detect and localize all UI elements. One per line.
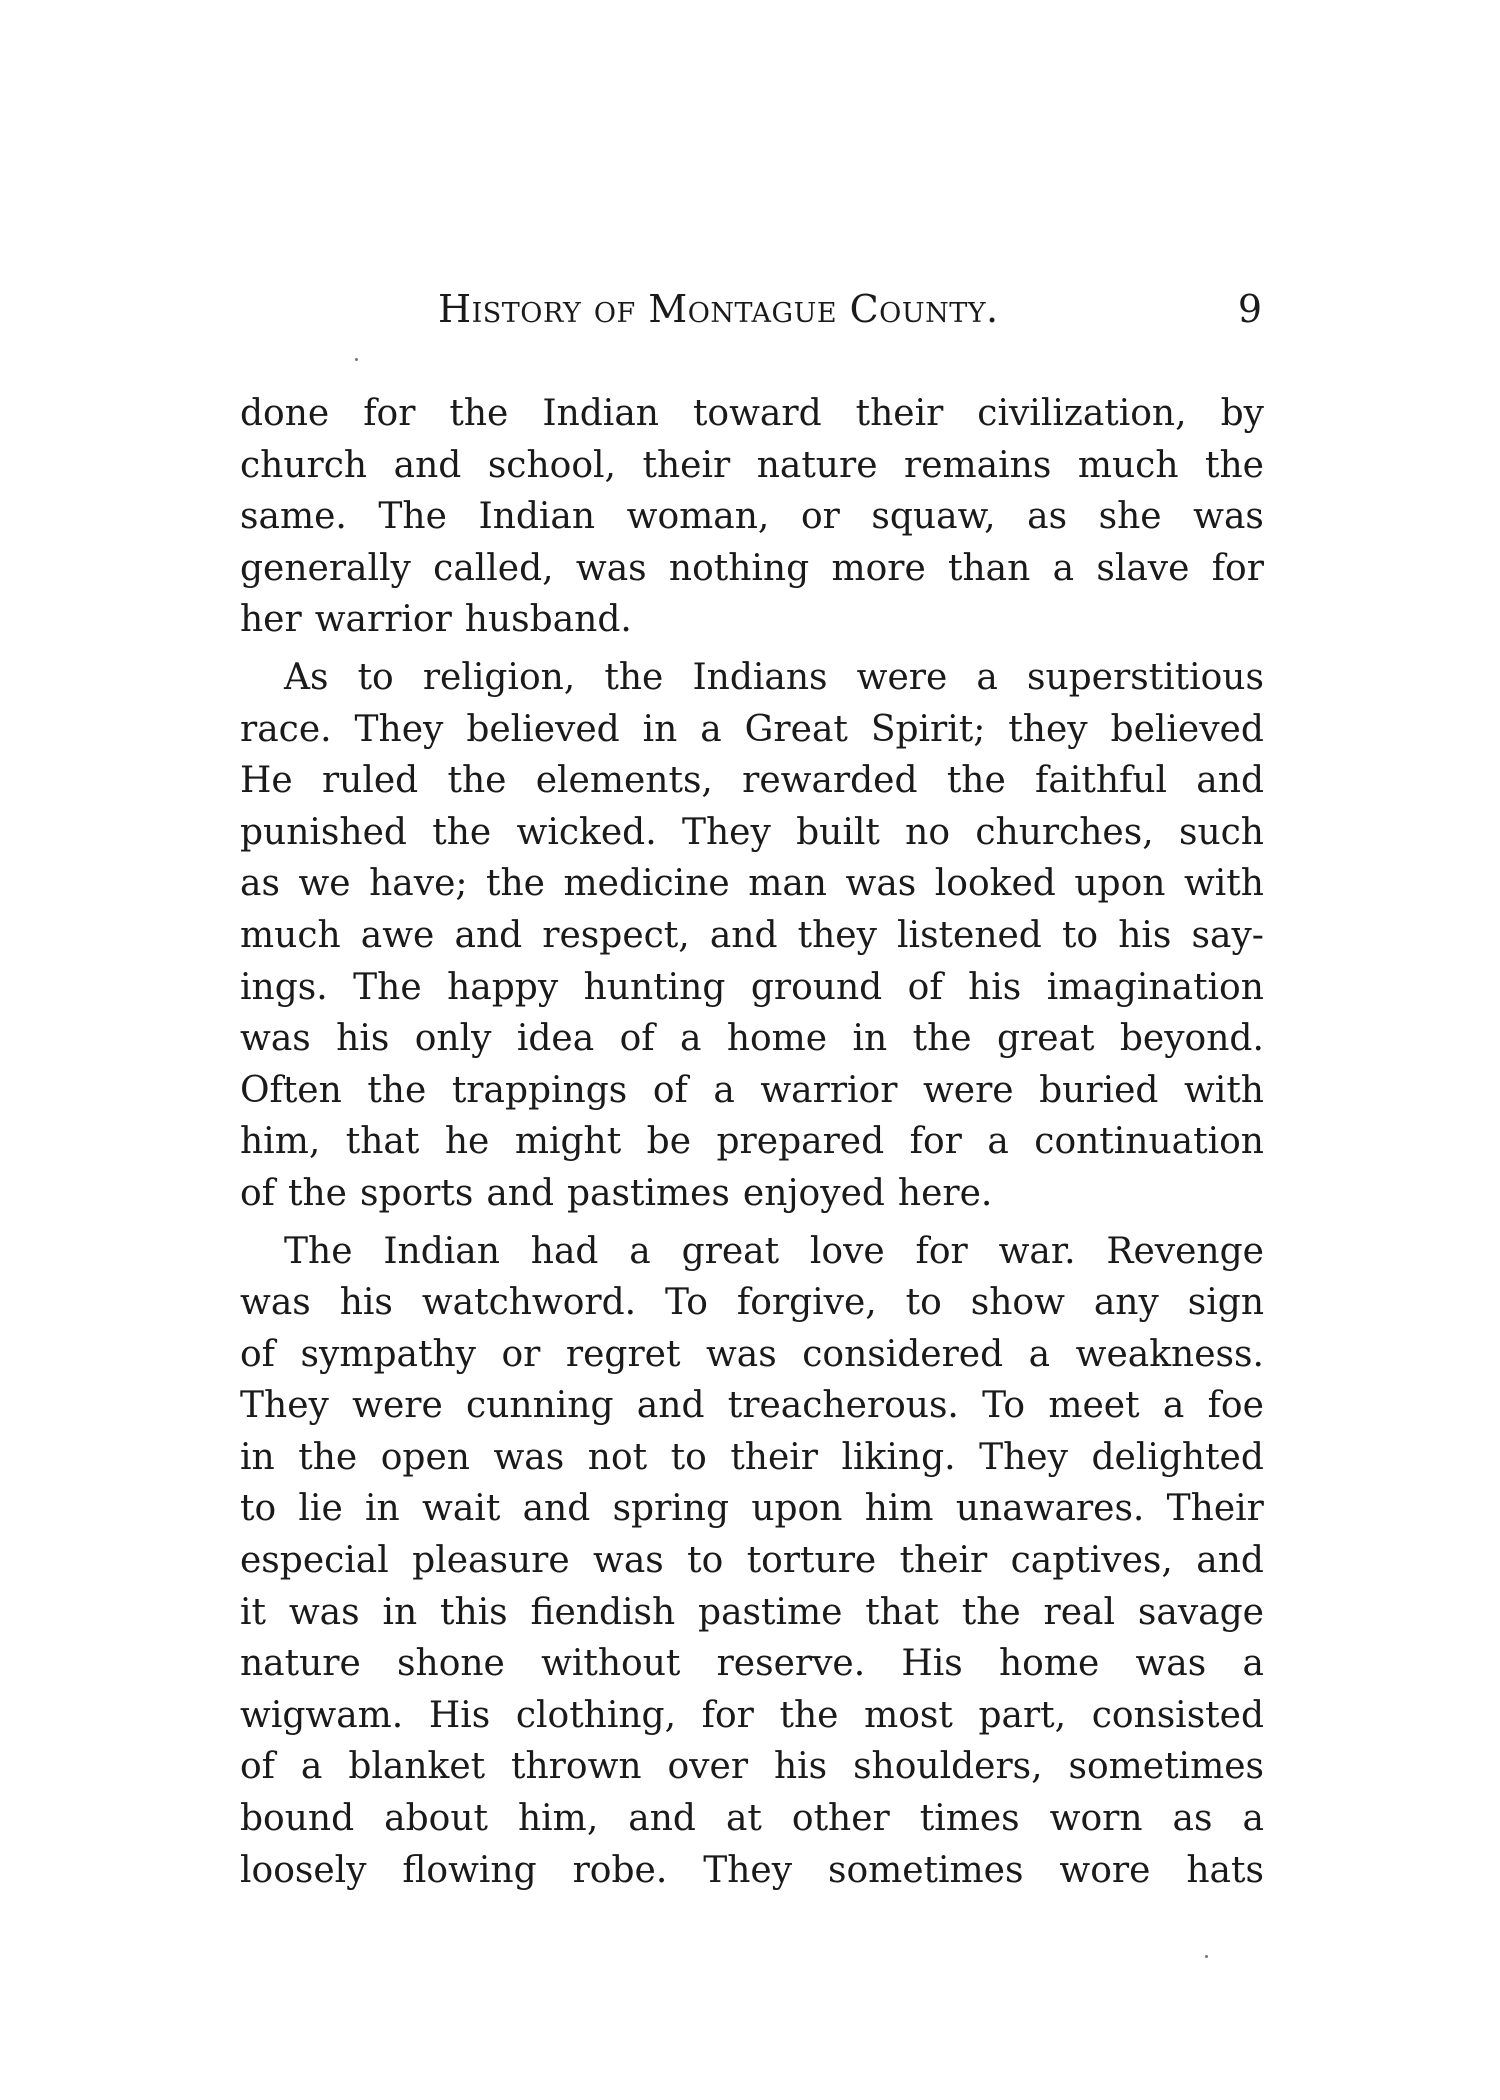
word: and <box>636 1385 705 1427</box>
text-line <box>240 1226 1264 1278</box>
word: was <box>1193 496 1264 538</box>
word: the <box>432 811 492 853</box>
word: Indians <box>692 656 828 698</box>
word: ground <box>750 966 883 1008</box>
word: believed <box>1110 708 1264 750</box>
word: their <box>899 1540 988 1582</box>
word: to <box>670 1436 707 1478</box>
word: about <box>384 1798 488 1840</box>
word: the <box>367 1069 427 1111</box>
word: say- <box>1191 914 1264 956</box>
word: to <box>240 1488 277 1530</box>
word: Spirit; <box>870 708 986 750</box>
word: great <box>681 1230 780 1272</box>
word: Often <box>240 1069 342 1111</box>
word: of <box>619 1018 655 1060</box>
word: the <box>1205 444 1264 486</box>
word: was <box>1135 1643 1207 1685</box>
word: Great <box>744 708 848 750</box>
word: Revenge <box>1106 1230 1264 1272</box>
word: in <box>365 1488 400 1530</box>
word: by <box>1220 393 1264 434</box>
word: consisted <box>1091 1694 1264 1736</box>
word: in <box>240 1436 275 1478</box>
text-line <box>240 1116 1264 1168</box>
word: beyond. <box>1119 1018 1264 1060</box>
text-line <box>240 1690 1264 1742</box>
word: ings. <box>240 966 328 1008</box>
word: the <box>486 863 545 905</box>
word: They <box>979 1436 1068 1478</box>
word: nature <box>756 444 878 486</box>
text-line <box>240 1483 1264 1535</box>
word: we <box>298 863 351 905</box>
text-line <box>240 1638 1264 1690</box>
word: They <box>240 1385 329 1427</box>
word: toward <box>692 393 822 434</box>
word: was <box>705 1333 777 1375</box>
word: not <box>587 1436 648 1478</box>
word: believed <box>466 708 620 750</box>
word: great <box>996 1018 1095 1060</box>
word: man <box>748 863 827 905</box>
word: a <box>629 1230 651 1272</box>
word: bound <box>240 1798 355 1840</box>
word: as <box>1172 1798 1213 1840</box>
word: wait <box>422 1488 501 1530</box>
word: medicine <box>563 863 730 905</box>
word: sign <box>1187 1282 1264 1324</box>
text-line <box>240 755 1264 807</box>
word: same. <box>240 496 347 538</box>
text-line <box>240 910 1264 962</box>
word: such <box>1178 811 1264 853</box>
word: nature <box>240 1643 361 1685</box>
paragraph <box>240 1226 1264 1897</box>
word: a <box>700 708 722 750</box>
word: she <box>1098 496 1162 538</box>
paragraph <box>240 388 1264 646</box>
word: in <box>642 708 678 750</box>
word: times <box>919 1798 1020 1840</box>
word: of <box>240 1172 275 1214</box>
word: fiendish <box>530 1591 676 1633</box>
word: wigwam. <box>240 1694 404 1736</box>
word: only <box>414 1018 492 1060</box>
word: for <box>363 393 416 434</box>
word: squaw, <box>871 496 996 538</box>
word: upon <box>751 1488 843 1530</box>
word: was <box>240 1282 311 1324</box>
word: savage <box>1137 1591 1264 1633</box>
word: faithful <box>1035 760 1168 802</box>
text-line <box>240 1535 1264 1587</box>
word: of <box>240 1333 275 1375</box>
word: The <box>284 1230 353 1272</box>
word: worn <box>1049 1798 1143 1840</box>
word: captives, <box>1010 1540 1173 1582</box>
word: continuation <box>1034 1121 1264 1163</box>
word: were <box>352 1385 443 1427</box>
scan-speck <box>1205 1955 1208 1958</box>
word: race. <box>240 708 332 750</box>
word: a <box>300 1746 323 1788</box>
word: was <box>575 547 647 589</box>
word: warrior <box>760 1069 898 1111</box>
word: the <box>298 1436 358 1478</box>
word: wore <box>1059 1849 1151 1891</box>
word: Indian <box>542 393 659 434</box>
word: built <box>796 811 880 853</box>
word: To <box>665 1282 708 1324</box>
word: have; <box>369 863 468 905</box>
word: the <box>447 760 507 802</box>
word: enjoyed <box>742 1172 885 1214</box>
word: be <box>646 1121 692 1163</box>
word: a <box>1028 1333 1051 1375</box>
word: trappings <box>451 1069 628 1111</box>
word: or <box>501 1333 541 1375</box>
word: much <box>240 914 341 956</box>
word: and <box>522 1488 591 1530</box>
word: The <box>353 966 422 1008</box>
word: done <box>240 393 330 434</box>
word: wicked. <box>516 811 657 853</box>
word: blanket <box>348 1746 486 1788</box>
text-line <box>240 440 1264 492</box>
word: happy <box>447 966 559 1008</box>
word: part, <box>978 1694 1067 1736</box>
word: at <box>725 1798 762 1840</box>
word: his <box>339 1282 393 1324</box>
word: him, <box>517 1798 599 1840</box>
word: other <box>791 1798 890 1840</box>
word: their <box>730 1436 818 1478</box>
word: to <box>1061 914 1099 956</box>
word: unawares. <box>955 1488 1145 1530</box>
scan-speck <box>355 358 358 361</box>
word: school, <box>487 444 616 486</box>
word: was <box>288 1591 360 1633</box>
word: with <box>1183 863 1264 905</box>
word: and <box>628 1798 696 1840</box>
word: with <box>1183 1069 1264 1111</box>
word: shoulders, <box>853 1746 1043 1788</box>
text-line <box>240 1587 1264 1639</box>
word: meet <box>1048 1385 1140 1427</box>
word: especial <box>240 1540 389 1582</box>
word: the <box>288 1172 347 1214</box>
word: torture <box>746 1540 877 1582</box>
text-line <box>240 1168 1264 1220</box>
word: woman, <box>626 496 770 538</box>
word: prepared <box>716 1121 885 1163</box>
text-line <box>240 1065 1264 1117</box>
word: sports <box>359 1172 474 1214</box>
text-line <box>240 858 1264 910</box>
word: delighted <box>1091 1436 1264 1478</box>
word: robe. <box>572 1849 668 1891</box>
word: for <box>909 1121 962 1163</box>
word: as <box>1027 496 1068 538</box>
word: was <box>845 863 917 905</box>
page-number: 9 <box>1237 287 1262 331</box>
word: more <box>831 547 926 589</box>
word: and <box>393 444 462 486</box>
word: civilization, <box>977 393 1187 434</box>
word: he <box>444 1121 490 1163</box>
word: superstitious <box>1026 656 1264 698</box>
word: show <box>970 1282 1065 1324</box>
word: and <box>1196 760 1264 802</box>
word: this <box>439 1591 508 1633</box>
word: regret <box>565 1333 681 1375</box>
text-line <box>240 652 1264 704</box>
word: lie <box>298 1488 343 1530</box>
word: sometimes <box>827 1849 1024 1891</box>
text-line <box>240 1277 1264 1329</box>
word: for <box>1211 547 1264 589</box>
word: weakness. <box>1075 1333 1264 1375</box>
word: their <box>642 444 731 486</box>
word: and <box>709 914 778 956</box>
word: the <box>912 1018 972 1060</box>
word: As <box>284 656 329 698</box>
word: religion, <box>422 656 576 698</box>
word: His <box>428 1694 491 1736</box>
word: churches, <box>975 811 1154 853</box>
word: the <box>449 393 509 434</box>
text-line <box>240 1793 1264 1845</box>
word: in <box>852 1018 888 1060</box>
word: was <box>593 1540 664 1582</box>
word: was <box>240 1018 311 1060</box>
word: to <box>357 656 394 698</box>
text-line <box>240 388 1264 440</box>
word: warrior <box>314 599 452 641</box>
word: looked <box>934 863 1056 905</box>
word: for <box>701 1694 754 1736</box>
word: was <box>493 1436 565 1478</box>
word: a <box>987 1121 1009 1163</box>
word: ruled <box>321 760 419 802</box>
word: no <box>905 811 951 853</box>
word: pleasure <box>412 1540 570 1582</box>
word: the <box>961 1591 1021 1633</box>
word: rewarded <box>742 760 918 802</box>
word: flowing <box>402 1849 537 1891</box>
running-head: History of Montague County. <box>438 287 999 331</box>
word: thrown <box>511 1746 642 1788</box>
word: clothing, <box>515 1694 677 1736</box>
word: a <box>1052 547 1075 589</box>
text-line <box>240 1845 1264 1897</box>
text-line <box>240 704 1264 756</box>
text-line <box>240 1380 1264 1432</box>
word: reserve. <box>716 1643 866 1685</box>
word: were <box>856 656 948 698</box>
word: remains <box>904 444 1052 486</box>
word: it <box>240 1591 266 1633</box>
text-line <box>240 962 1264 1014</box>
word: his <box>773 1746 828 1788</box>
word: buried <box>1039 1069 1159 1111</box>
word: pastime <box>698 1591 843 1633</box>
word: might <box>514 1121 622 1163</box>
word: much <box>1077 444 1179 486</box>
word: a <box>976 656 998 698</box>
word: most <box>864 1694 953 1736</box>
word: forgive, <box>736 1282 877 1324</box>
word: cunning <box>466 1385 614 1427</box>
word: idea <box>516 1018 595 1060</box>
word: over <box>667 1746 749 1788</box>
word: a <box>1242 1798 1264 1840</box>
body-text <box>240 388 1264 1896</box>
word: a <box>713 1069 735 1111</box>
word: any <box>1093 1282 1159 1324</box>
word: home <box>998 1643 1100 1685</box>
word: punished <box>240 811 407 853</box>
word: of <box>240 1746 275 1788</box>
word: considered <box>802 1333 1004 1375</box>
word: husband. <box>464 599 632 641</box>
word: without <box>541 1643 681 1685</box>
word: to <box>905 1282 942 1324</box>
word: They <box>703 1849 793 1891</box>
word: or <box>800 496 840 538</box>
word: They <box>681 811 771 853</box>
word: her <box>240 599 302 641</box>
word: had <box>530 1230 599 1272</box>
word: hunting <box>583 966 726 1008</box>
text-line <box>240 491 1264 543</box>
text-line <box>240 807 1264 859</box>
word: for <box>915 1230 968 1272</box>
word: imagination <box>1046 966 1264 1008</box>
word: church <box>240 444 368 486</box>
word: generally <box>240 547 411 589</box>
word: sympathy <box>300 1333 476 1375</box>
word: home <box>726 1018 828 1060</box>
word: shone <box>397 1643 505 1685</box>
word: spring <box>612 1488 730 1530</box>
word: to <box>687 1540 724 1582</box>
text-line <box>240 594 1264 646</box>
word: his <box>336 1018 390 1060</box>
word: the <box>779 1694 839 1736</box>
word: him, <box>240 1121 321 1163</box>
word: elements, <box>535 760 713 802</box>
word: him <box>864 1488 934 1530</box>
text-line <box>240 1013 1264 1065</box>
word: of <box>907 966 943 1008</box>
word: his <box>1118 914 1172 956</box>
word: a <box>679 1018 702 1060</box>
word: as <box>240 863 280 905</box>
word: in <box>382 1591 418 1633</box>
word: open <box>380 1436 470 1478</box>
word: war. <box>998 1230 1076 1272</box>
word: slave <box>1096 547 1190 589</box>
word: than <box>948 547 1031 589</box>
word: awe <box>360 914 435 956</box>
word: the <box>946 760 1006 802</box>
word: They <box>354 708 444 750</box>
word: love <box>809 1230 885 1272</box>
word: a <box>1242 1643 1264 1685</box>
word: The <box>378 496 447 538</box>
word: that <box>865 1591 939 1633</box>
word: His <box>901 1643 963 1685</box>
word: real <box>1043 1591 1116 1633</box>
text-line <box>240 1329 1264 1381</box>
word: their <box>855 393 944 434</box>
word: of <box>652 1069 688 1111</box>
text-line <box>240 543 1264 595</box>
word: respect, <box>542 914 690 956</box>
word: listened <box>897 914 1042 956</box>
word: Indian <box>383 1230 500 1272</box>
word: the <box>604 656 664 698</box>
word: upon <box>1074 863 1166 905</box>
word: liking. <box>841 1436 956 1478</box>
word: watchword. <box>421 1282 637 1324</box>
text-line <box>240 1741 1264 1793</box>
word: were <box>922 1069 1014 1111</box>
word: sometimes <box>1068 1746 1264 1788</box>
word: loosely <box>240 1849 367 1891</box>
word: that <box>345 1121 420 1163</box>
word: To <box>982 1385 1026 1427</box>
word: nothing <box>668 547 810 589</box>
word: Indian <box>478 496 596 538</box>
paragraph <box>240 652 1264 1220</box>
word: hats <box>1186 1849 1264 1891</box>
word: his <box>968 966 1022 1008</box>
word: called, <box>433 547 554 589</box>
word: pastimes <box>567 1172 730 1214</box>
word: a <box>1162 1385 1185 1427</box>
word: treacherous. <box>727 1385 959 1427</box>
word: foe <box>1207 1385 1264 1427</box>
word: here. <box>897 1172 993 1214</box>
word: Their <box>1166 1488 1264 1530</box>
word: they <box>797 914 877 956</box>
word: and <box>486 1172 555 1214</box>
text-line <box>240 1432 1264 1484</box>
word: He <box>240 760 293 802</box>
word: and <box>1196 1540 1264 1582</box>
word: and <box>454 914 523 956</box>
word: they <box>1008 708 1088 750</box>
